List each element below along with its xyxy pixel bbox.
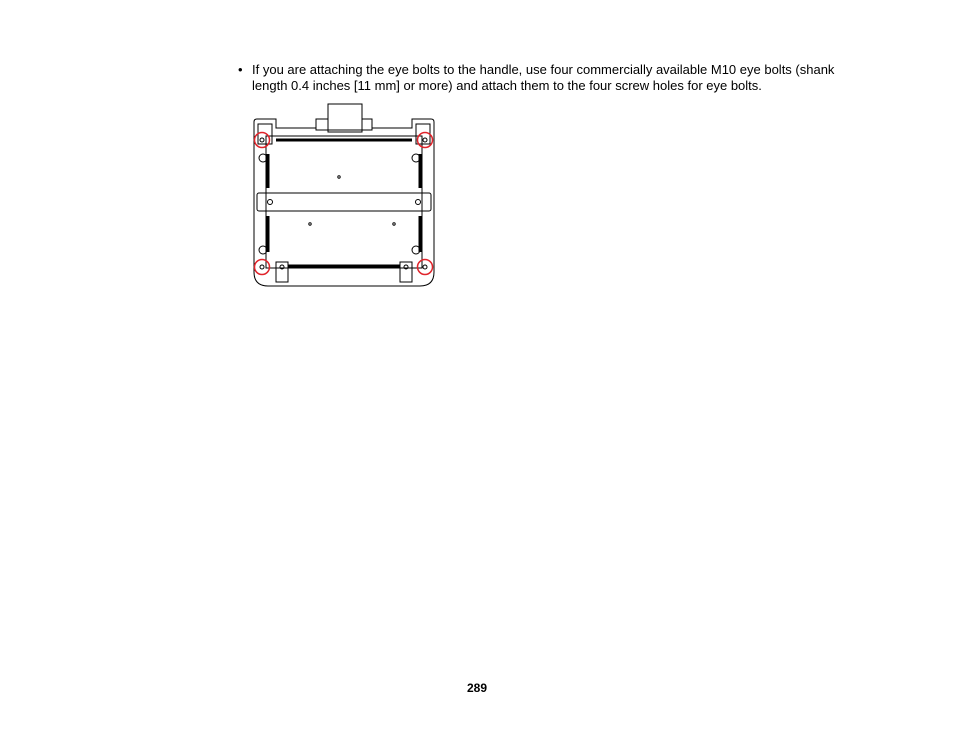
eye-bolt-hole-bottom-left <box>255 260 270 275</box>
bullet-item <box>238 62 838 94</box>
eye-bolt-hole-bottom-right <box>418 260 433 275</box>
projector-outline <box>254 104 434 286</box>
page-number: 289 <box>466 681 488 695</box>
bullet-marker: • <box>238 62 243 77</box>
projector-handle-figure <box>252 102 436 290</box>
projector-bottom-illustration <box>252 102 436 290</box>
eye-bolt-highlights <box>255 133 433 275</box>
handle-base <box>316 119 372 130</box>
eye-bolt-hole-top-left <box>255 133 270 148</box>
bullet-text: If you are attaching the eye bolts to the handle, use four commercially available M10 eye bolts (shank length 0.4 inches [11 mm] or more) and attach them to the four screw holes for eye bolts. <box>252 62 835 93</box>
handle-crossbar <box>257 193 431 211</box>
